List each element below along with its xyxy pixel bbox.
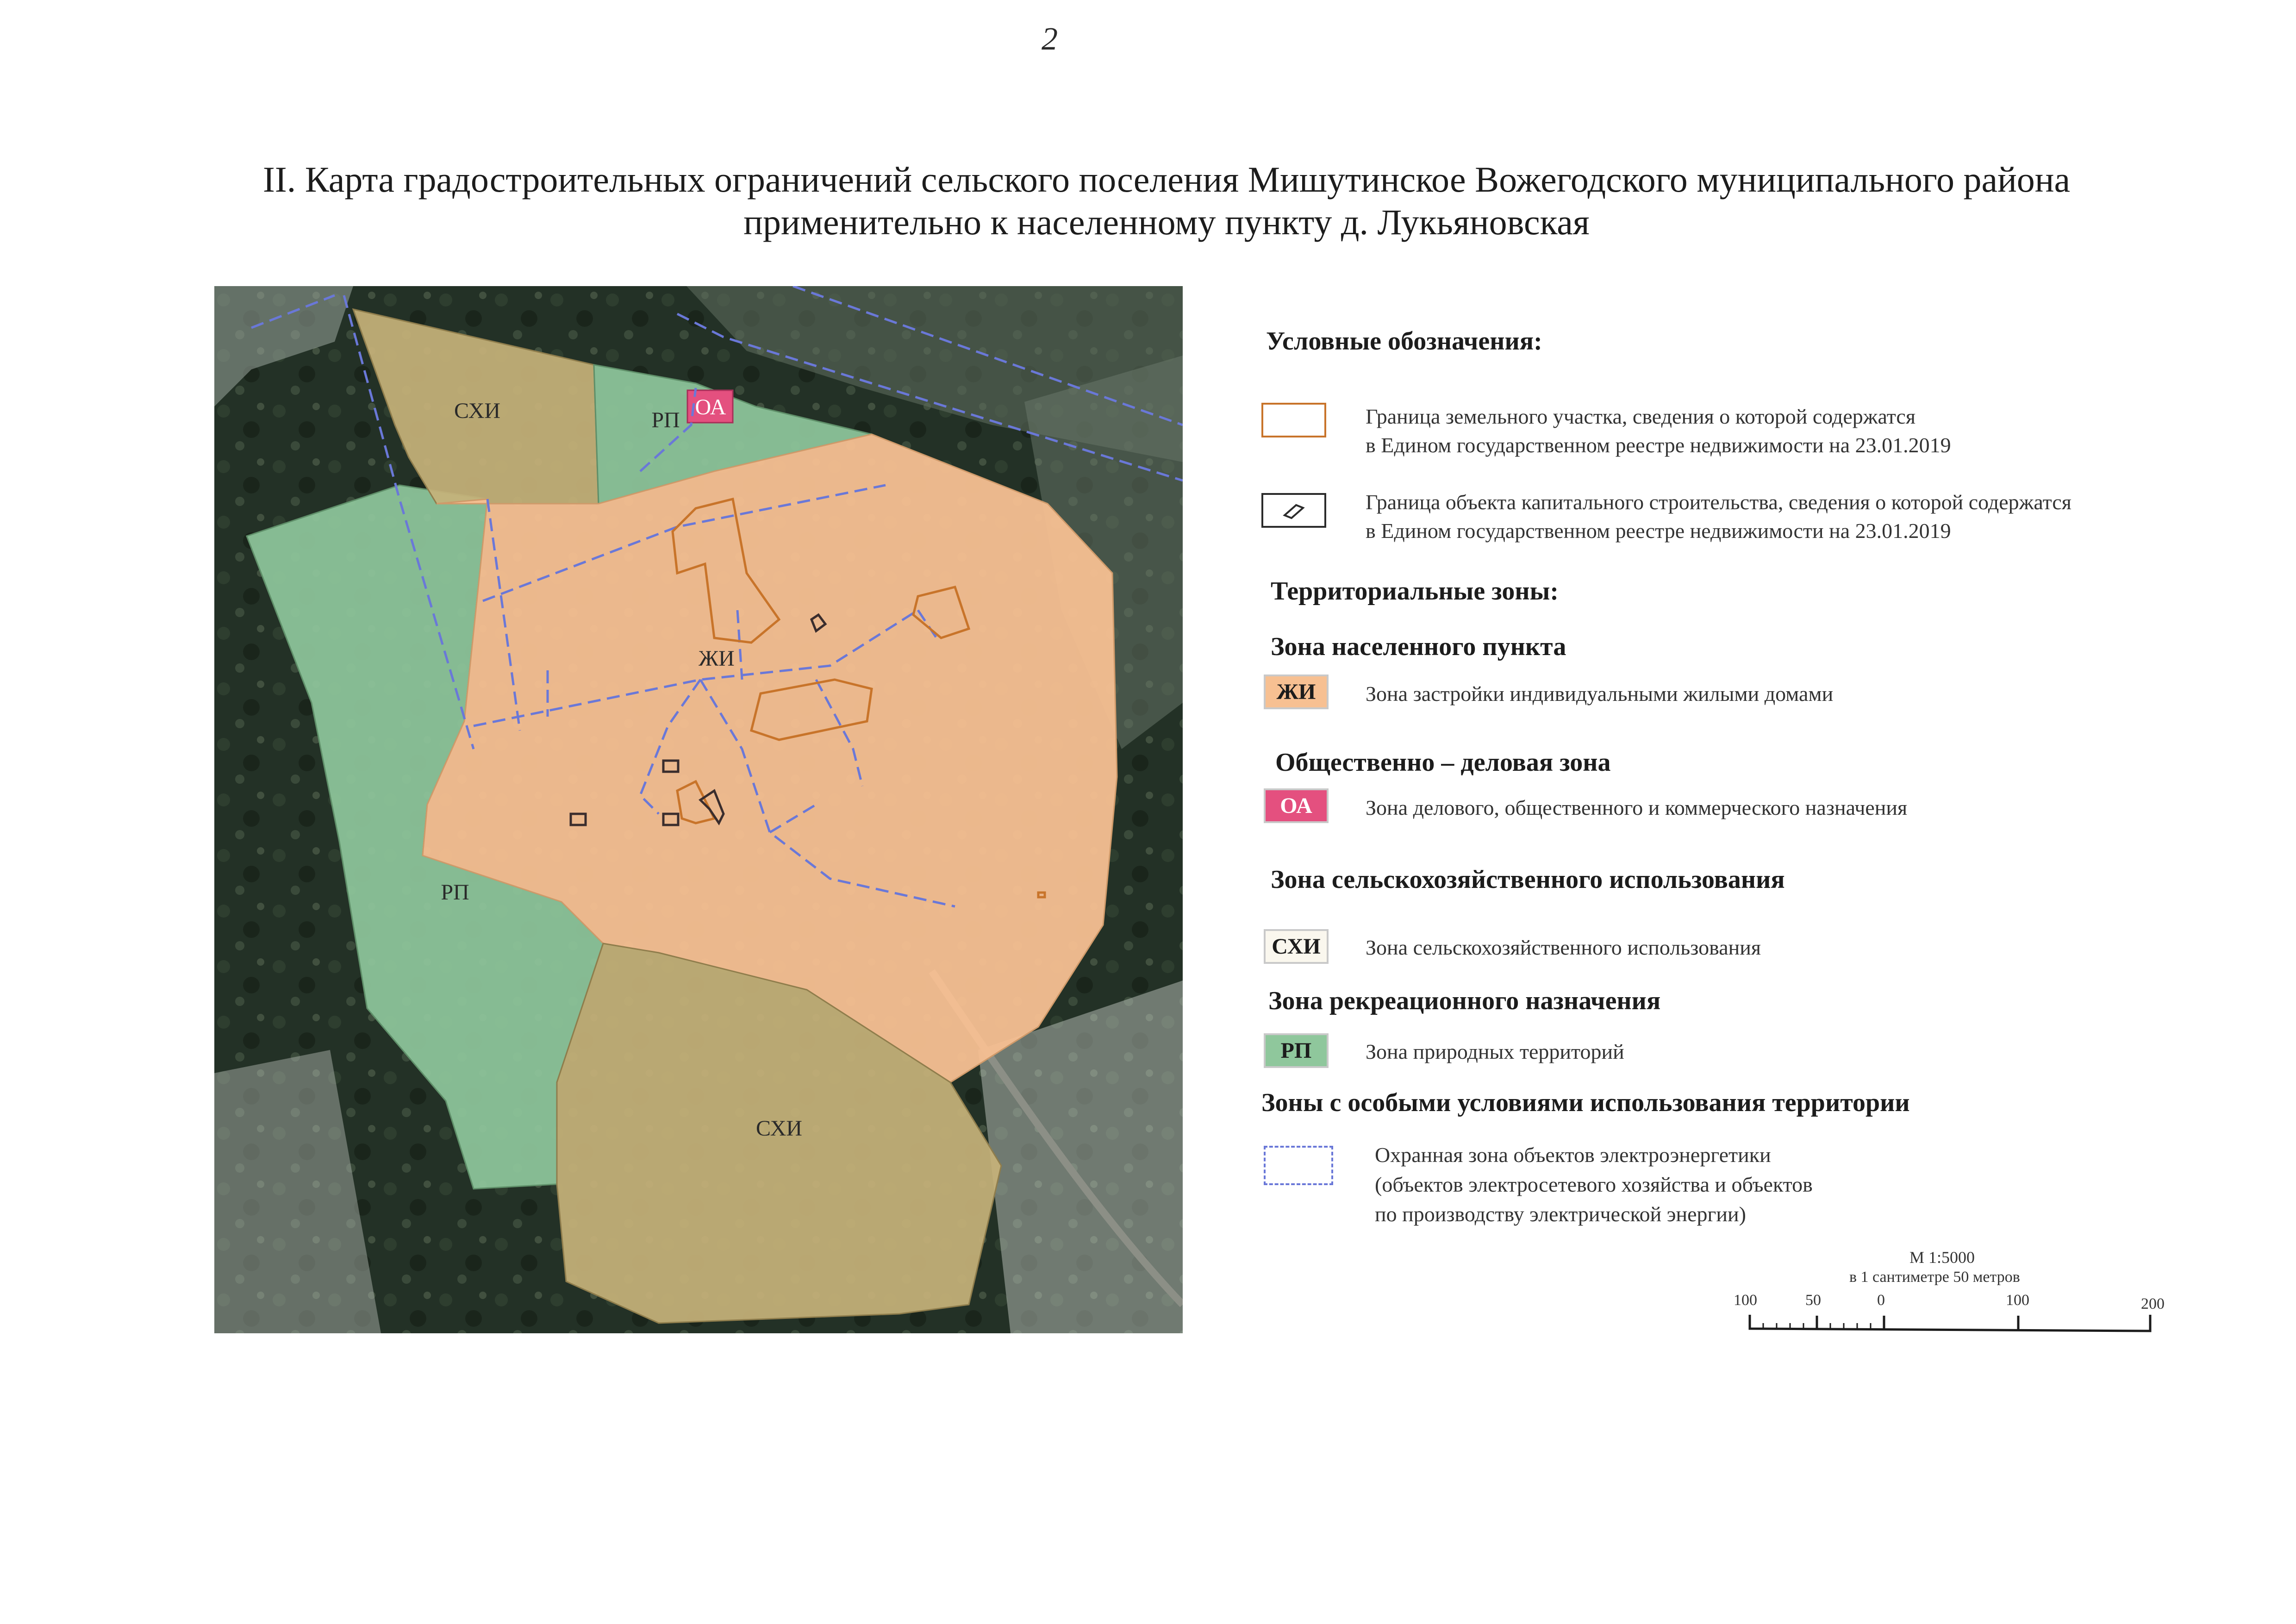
legend-land-plot-line-1: Граница земельного участка, сведения о которой содержатся [1366,405,1915,428]
scale-tick-label: 0 [1877,1292,1885,1309]
legend-heading: Условные обозначения: [1266,327,1542,356]
legend-power-zone-line-1: Охранная зона объектов электроэнергетики [1375,1143,1771,1167]
swatch-schi: СХИ [1264,929,1329,964]
zoning-map [214,286,1183,1333]
legend-business-zone: Общественно – деловая зона [1275,748,1611,777]
map-canvas [214,286,1183,1333]
legend-settlement-zone: Зона населенного пункта [1271,632,1566,661]
label-oa: ОА [695,395,726,419]
scale-tick-label: 100 [2006,1292,2029,1309]
map-title-line-1: II. Карта градостроительных ограничений сельского поселения Мишутинское Вожегодского муниципального района [262,159,2071,200]
swatch-oa: ОА [1264,788,1329,823]
scale-bar [1741,1310,2157,1338]
building-symbol-icon [1280,501,1308,520]
label-rp-north: РП [651,408,680,432]
legend-zhi-text: Зона застройки индивидуальными жилыми домами [1366,682,1834,706]
legend-building-line-2: в Едином государственном реестре недвижимости на 23.01.2019 [1366,519,1951,543]
legend-land-plot-line-2: в Едином государственном реестре недвижимости на 23.01.2019 [1366,433,1951,457]
scale-tick-label: 50 [1805,1292,1821,1309]
scale-tick-label: 100 [1734,1292,1757,1309]
label-zhi: ЖИ [699,646,735,671]
label-rp-west: РП [441,880,469,905]
legend-special-zones: Зоны с особыми условиями использования территории [1261,1088,1910,1117]
page-number: 2 [1042,21,1058,57]
swatch-building [1261,493,1326,528]
label-schi-south: СХИ [755,1116,803,1141]
legend-power-zone-line-3: по производству электрической энергии) [1375,1202,1746,1226]
legend-schi-text: Зона сельскохозяйственного использования [1366,936,1761,959]
swatch-zhi: ЖИ [1264,675,1329,709]
swatch-power-zone [1264,1146,1333,1185]
scale-tick-label: 200 [2141,1295,2165,1312]
scale-subtitle: в 1 сантиметре 50 метров [1849,1268,2020,1286]
legend-oa-text: Зона делового, общественного и коммерческого назначения [1366,796,1908,819]
scale-title: М 1:5000 [1909,1248,1975,1267]
legend-power-zone-line-2: (объектов электросетевого хозяйства и объектов [1375,1173,1813,1196]
legend-recreation-zone: Зона рекреационного назначения [1268,987,1661,1015]
label-schi-north: СХИ [454,399,501,423]
legend-territorial-zones: Территориальные зоны: [1271,577,1559,606]
map-title-line-2: применительно к населенному пункту д. Лукьяновская [743,202,1590,242]
swatch-rp: РП [1264,1033,1329,1068]
legend-building-line-1: Граница объекта капитального строительства, сведения о которой содержатся [1366,490,2071,514]
legend-agri-zone: Зона сельскохозяйственного использования [1271,865,1785,894]
swatch-land-plot [1261,403,1326,437]
legend-rp-text: Зона природных территорий [1366,1040,1624,1063]
